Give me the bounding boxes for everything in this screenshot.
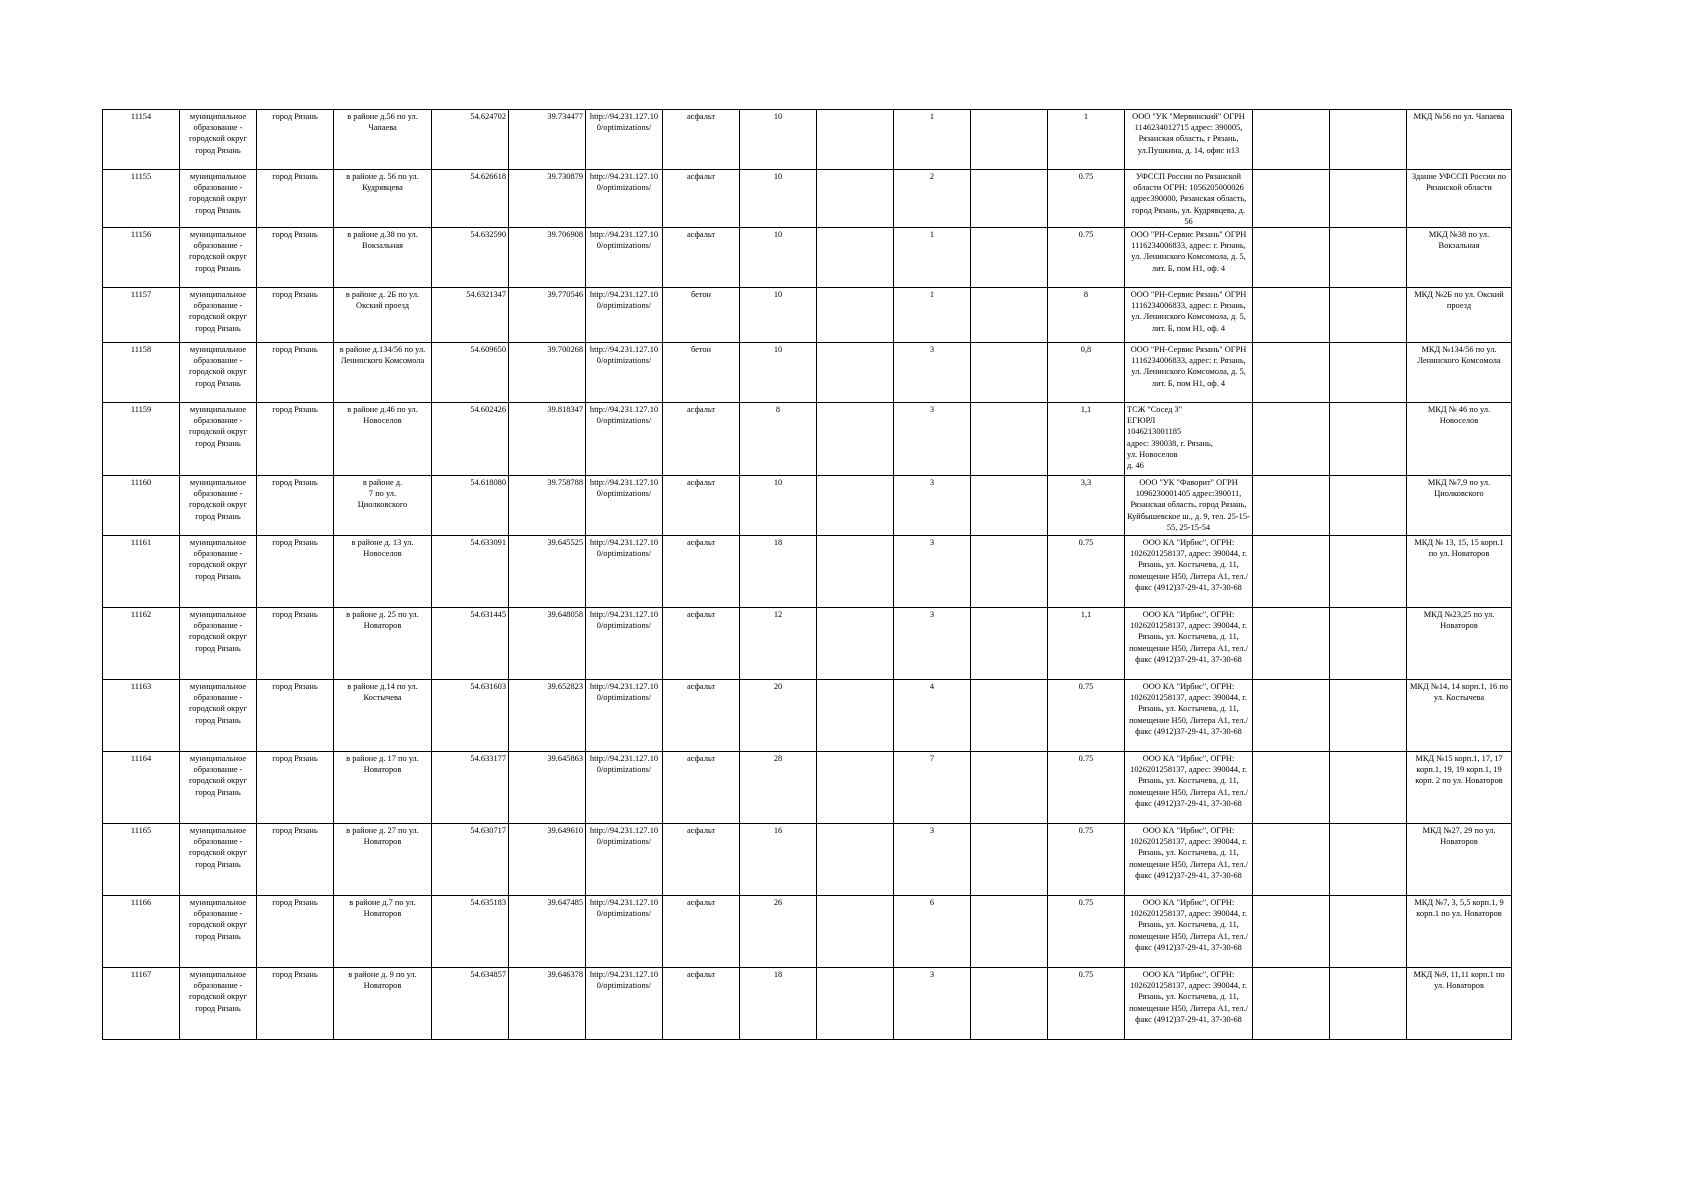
cell-col16 (1330, 536, 1407, 608)
cell-col15 (1253, 110, 1330, 170)
cell-latitude: 54.633091 (432, 536, 509, 608)
cell-container-count: 3 (894, 824, 971, 896)
cell-col12 (971, 824, 1048, 896)
cell-col16 (1330, 680, 1407, 752)
cell-municipality: муниципальное образование - городской округ город Рязань (180, 403, 257, 476)
cell-container-count: 2 (894, 170, 971, 228)
cell-container-count: 4 (894, 680, 971, 752)
cell-waste-source: МКД № 13, 15, 15 корп.1 по ул. Новаторов (1407, 536, 1512, 608)
cell-city: город Рязань (257, 680, 334, 752)
cell-latitude: 54.618080 (432, 476, 509, 536)
table-row (103, 608, 1512, 680)
cell-location: в районе д.38 по ул. Вокзальная (334, 228, 432, 288)
cell-area: 10 (740, 476, 817, 536)
cell-id: 11166 (103, 896, 180, 968)
cell-col16 (1330, 228, 1407, 288)
cell-surface: асфальт (663, 680, 740, 752)
cell-container-volume: 0.75 (1048, 752, 1125, 824)
cell-area: 12 (740, 608, 817, 680)
cell-col10 (817, 110, 894, 170)
cell-col12 (971, 968, 1048, 1040)
cell-longitude: 39.706908 (509, 228, 586, 288)
cell-longitude: 39.818347 (509, 403, 586, 476)
registry-table (102, 109, 1512, 1040)
cell-longitude: 39.648058 (509, 608, 586, 680)
cell-latitude: 54.633177 (432, 752, 509, 824)
cell-longitude: 39.770546 (509, 288, 586, 343)
cell-col10 (817, 752, 894, 824)
cell-city: город Рязань (257, 824, 334, 896)
cell-waste-source: МКД №134/56 по ул. Ленинского Комсомола (1407, 343, 1512, 403)
table-row (103, 476, 1512, 536)
cell-owner: УФССП России по Рязанской области ОГРН: 1056205000026 адрес390000, Рязанская область, город Рязань, ул. Кудрявцева, д. 56 (1125, 170, 1253, 228)
table-row (103, 288, 1512, 343)
cell-owner: ООО КА "Ирбис", ОГРН: 1026201258137, адрес: 390044, г. Рязань, ул. Костычева, д. 11, помещение Н50, Литера А1, тел./факс (4912)37-29-41, 37-30-68 (1125, 536, 1253, 608)
cell-container-count: 1 (894, 110, 971, 170)
cell-link: http://94.231.127.10 0/optimizations/ (586, 403, 663, 476)
cell-city: город Рязань (257, 288, 334, 343)
cell-col16 (1330, 476, 1407, 536)
cell-area: 8 (740, 403, 817, 476)
cell-owner: ООО КА "Ирбис", ОГРН: 1026201258137, адрес: 390044, г. Рязань, ул. Костычева, д. 11, помещение Н50, Литера А1, тел./факс (4912)37-29-41, 37-30-68 (1125, 896, 1253, 968)
cell-link: http://94.231.127.10 0/optimizations/ (586, 170, 663, 228)
cell-location: в районе д.7 по ул. Новаторов (334, 896, 432, 968)
cell-col10 (817, 824, 894, 896)
cell-container-count: 3 (894, 476, 971, 536)
cell-location: в районе д. 27 по ул. Новаторов (334, 824, 432, 896)
cell-link: http://94.231.127.10 0/optimizations/ (586, 536, 663, 608)
cell-link: http://94.231.127.10 0/optimizations/ (586, 288, 663, 343)
cell-area: 28 (740, 752, 817, 824)
cell-col10 (817, 608, 894, 680)
cell-municipality: муниципальное образование - городской округ город Рязань (180, 170, 257, 228)
cell-waste-source: МКД №7, 3, 5,5 корп.1, 9 корп.1 по ул. Новаторов (1407, 896, 1512, 968)
cell-link: http://94.231.127.10 0/optimizations/ (586, 896, 663, 968)
cell-link: http://94.231.127.10 0/optimizations/ (586, 110, 663, 170)
cell-container-count: 6 (894, 896, 971, 968)
cell-area: 20 (740, 680, 817, 752)
table-row (103, 228, 1512, 288)
cell-location: в районе д.46 по ул. Новоселов (334, 403, 432, 476)
cell-id: 11165 (103, 824, 180, 896)
cell-id: 11163 (103, 680, 180, 752)
cell-owner: ООО КА "Ирбис", ОГРН: 1026201258137, адрес: 390044, г. Рязань, ул. Костычева, д. 11, помещение Н50, Литера А1, тел./факс (4912)37-29-41, 37-30-68 (1125, 968, 1253, 1040)
cell-owner: ООО "РН-Сервис Рязань" ОГРН 1116234006833, адрес: г. Рязань, ул. Ленинского Комсомола, д. 5, лит. Б, пом Н1, оф. 4 (1125, 228, 1253, 288)
cell-col12 (971, 170, 1048, 228)
cell-longitude: 39.700268 (509, 343, 586, 403)
cell-container-volume: 3,3 (1048, 476, 1125, 536)
cell-owner: ТСЖ "Сосед 3" ЕГЮРЛ 1046213001185 адрес: 390038, г. Рязань, ул. Новоселов д. 46 (1125, 403, 1253, 476)
cell-col10 (817, 170, 894, 228)
cell-surface: асфальт (663, 110, 740, 170)
table-body (103, 110, 1512, 1040)
cell-col16 (1330, 403, 1407, 476)
cell-area: 10 (740, 343, 817, 403)
cell-link: http://94.231.127.10 0/optimizations/ (586, 343, 663, 403)
cell-container-count: 3 (894, 343, 971, 403)
cell-id: 11157 (103, 288, 180, 343)
cell-id: 11154 (103, 110, 180, 170)
cell-area: 10 (740, 110, 817, 170)
cell-latitude: 54.6321347 (432, 288, 509, 343)
cell-container-volume: 0.75 (1048, 170, 1125, 228)
cell-municipality: муниципальное образование - городской округ город Рязань (180, 896, 257, 968)
cell-area: 10 (740, 170, 817, 228)
cell-link: http://94.231.127.10 0/optimizations/ (586, 228, 663, 288)
cell-latitude: 54.635183 (432, 896, 509, 968)
cell-surface: асфальт (663, 608, 740, 680)
cell-container-count: 3 (894, 608, 971, 680)
cell-location: в районе д. 7 по ул. Циолковского (334, 476, 432, 536)
cell-col12 (971, 228, 1048, 288)
cell-city: город Рязань (257, 608, 334, 680)
cell-col15 (1253, 680, 1330, 752)
cell-container-volume: 1,1 (1048, 403, 1125, 476)
cell-container-volume: 0.75 (1048, 896, 1125, 968)
cell-waste-source: МКД №15 корп.1, 17, 17 корп.1, 19, 19 корп.1, 19 корп. 2 по ул. Новаторов (1407, 752, 1512, 824)
cell-col12 (971, 476, 1048, 536)
cell-waste-source: Здание УФССП России по Рязанской области (1407, 170, 1512, 228)
cell-container-count: 7 (894, 752, 971, 824)
cell-col10 (817, 403, 894, 476)
cell-col15 (1253, 824, 1330, 896)
table-row (103, 343, 1512, 403)
cell-id: 11167 (103, 968, 180, 1040)
cell-owner: ООО КА "Ирбис", ОГРН: 1026201258137, адрес: 390044, г. Рязань, ул. Костычева, д. 11, помещение Н50, Литера А1, тел./факс (4912)37-29-41, 37-30-68 (1125, 752, 1253, 824)
cell-col12 (971, 608, 1048, 680)
cell-container-volume: 8 (1048, 288, 1125, 343)
cell-waste-source: МКД №56 по ул. Чапаева (1407, 110, 1512, 170)
registry-sheet (102, 109, 1512, 1040)
cell-municipality: муниципальное образование - городской округ город Рязань (180, 608, 257, 680)
cell-latitude: 54.626618 (432, 170, 509, 228)
cell-link: http://94.231.127.10 0/optimizations/ (586, 476, 663, 536)
cell-link: http://94.231.127.10 0/optimizations/ (586, 608, 663, 680)
table-row (103, 752, 1512, 824)
cell-link: http://94.231.127.10 0/optimizations/ (586, 968, 663, 1040)
cell-container-volume: 0.75 (1048, 968, 1125, 1040)
cell-city: город Рязань (257, 536, 334, 608)
cell-id: 11161 (103, 536, 180, 608)
table-row (103, 968, 1512, 1040)
cell-surface: асфальт (663, 403, 740, 476)
cell-latitude: 54.609650 (432, 343, 509, 403)
cell-container-count: 3 (894, 968, 971, 1040)
cell-municipality: муниципальное образование - городской округ город Рязань (180, 343, 257, 403)
cell-surface: асфальт (663, 536, 740, 608)
cell-col15 (1253, 752, 1330, 824)
cell-col10 (817, 680, 894, 752)
cell-city: город Рязань (257, 228, 334, 288)
cell-location: в районе д. 9 по ул. Новаторов (334, 968, 432, 1040)
cell-surface: асфальт (663, 170, 740, 228)
cell-col12 (971, 896, 1048, 968)
cell-col16 (1330, 896, 1407, 968)
cell-owner: ООО "РН-Сервис Рязань" ОГРН 1116234006833, адрес: г. Рязань, ул. Ленинского Комсомола, д. 5, лит. Б, пом Н1, оф. 4 (1125, 343, 1253, 403)
table-row (103, 536, 1512, 608)
cell-container-count: 1 (894, 288, 971, 343)
cell-col12 (971, 343, 1048, 403)
cell-surface: асфальт (663, 896, 740, 968)
cell-col15 (1253, 403, 1330, 476)
cell-col12 (971, 288, 1048, 343)
cell-area: 26 (740, 896, 817, 968)
cell-waste-source: МКД №14, 14 корп.1, 16 по ул. Костычева (1407, 680, 1512, 752)
cell-waste-source: МКД № 46 по ул. Новоселов (1407, 403, 1512, 476)
cell-city: город Рязань (257, 968, 334, 1040)
cell-location: в районе д.134/56 по ул. Ленинского Комсомола (334, 343, 432, 403)
cell-id: 11156 (103, 228, 180, 288)
cell-latitude: 54.624702 (432, 110, 509, 170)
cell-id: 11155 (103, 170, 180, 228)
cell-col10 (817, 476, 894, 536)
cell-waste-source: МКД №27, 29 по ул. Новаторов (1407, 824, 1512, 896)
cell-location: в районе д. 17 по ул. Новаторов (334, 752, 432, 824)
cell-longitude: 39.646378 (509, 968, 586, 1040)
cell-container-volume: 1 (1048, 110, 1125, 170)
cell-owner: ООО "УК "Мервинский" ОГРН 1146234012715 адрес: 390005, Рязанская область, г Рязань, ул.Пушкина, д. 14, офис н13 (1125, 110, 1253, 170)
table-row (103, 896, 1512, 968)
cell-waste-source: МКД №2Б по ул. Окский проезд (1407, 288, 1512, 343)
cell-surface: асфальт (663, 476, 740, 536)
cell-container-volume: 0.75 (1048, 228, 1125, 288)
cell-location: в районе д. 25 по ул. Новаторов (334, 608, 432, 680)
cell-city: город Рязань (257, 896, 334, 968)
cell-col16 (1330, 288, 1407, 343)
cell-container-count: 3 (894, 536, 971, 608)
cell-longitude: 39.652823 (509, 680, 586, 752)
cell-col15 (1253, 170, 1330, 228)
cell-id: 11159 (103, 403, 180, 476)
cell-area: 16 (740, 824, 817, 896)
cell-link: http://94.231.127.10 0/optimizations/ (586, 824, 663, 896)
cell-latitude: 54.632590 (432, 228, 509, 288)
cell-area: 18 (740, 536, 817, 608)
cell-col12 (971, 680, 1048, 752)
cell-owner: ООО КА "Ирбис", ОГРН: 1026201258137, адрес: 390044, г. Рязань, ул. Костычева, д. 11, помещение Н50, Литера А1, тел./факс (4912)37-29-41, 37-30-68 (1125, 608, 1253, 680)
cell-location: в районе д.14 по ул. Костычева (334, 680, 432, 752)
cell-municipality: муниципальное образование - городской округ город Рязань (180, 752, 257, 824)
cell-col10 (817, 343, 894, 403)
cell-col10 (817, 536, 894, 608)
cell-location: в районе д. 56 по ул. Кудрявцева (334, 170, 432, 228)
cell-container-count: 3 (894, 403, 971, 476)
cell-col10 (817, 968, 894, 1040)
table-row (103, 824, 1512, 896)
table-row (103, 403, 1512, 476)
cell-municipality: муниципальное образование - городской округ город Рязань (180, 228, 257, 288)
cell-waste-source: МКД №23,25 по ул. Новаторов (1407, 608, 1512, 680)
cell-col16 (1330, 968, 1407, 1040)
cell-container-volume: 0.75 (1048, 680, 1125, 752)
cell-surface: асфальт (663, 752, 740, 824)
cell-city: город Рязань (257, 170, 334, 228)
cell-municipality: муниципальное образование - городской округ город Рязань (180, 536, 257, 608)
cell-location: в районе д. 13 ул. Новоселов (334, 536, 432, 608)
cell-latitude: 54.631445 (432, 608, 509, 680)
cell-city: город Рязань (257, 110, 334, 170)
cell-surface: бетон (663, 343, 740, 403)
cell-col15 (1253, 228, 1330, 288)
cell-longitude: 39.647485 (509, 896, 586, 968)
cell-longitude: 39.645863 (509, 752, 586, 824)
cell-container-volume: 1,1 (1048, 608, 1125, 680)
cell-latitude: 54.630717 (432, 824, 509, 896)
cell-longitude: 39.649610 (509, 824, 586, 896)
cell-area: 10 (740, 288, 817, 343)
cell-container-volume: 0.75 (1048, 536, 1125, 608)
cell-col15 (1253, 968, 1330, 1040)
cell-id: 11164 (103, 752, 180, 824)
cell-col12 (971, 536, 1048, 608)
cell-col10 (817, 288, 894, 343)
cell-municipality: муниципальное образование - городской округ город Рязань (180, 968, 257, 1040)
cell-col16 (1330, 824, 1407, 896)
table-row (103, 680, 1512, 752)
cell-col12 (971, 752, 1048, 824)
cell-container-volume: 0.75 (1048, 824, 1125, 896)
cell-area: 10 (740, 228, 817, 288)
cell-municipality: муниципальное образование - городской округ город Рязань (180, 288, 257, 343)
cell-city: город Рязань (257, 403, 334, 476)
cell-area: 18 (740, 968, 817, 1040)
cell-location: в районе д.56 по ул. Чапаева (334, 110, 432, 170)
cell-municipality: муниципальное образование - городской округ город Рязань (180, 110, 257, 170)
cell-col15 (1253, 288, 1330, 343)
cell-id: 11158 (103, 343, 180, 403)
cell-col15 (1253, 536, 1330, 608)
cell-owner: ООО КА "Ирбис", ОГРН: 1026201258137, адрес: 390044, г. Рязань, ул. Костычева, д. 11, помещение Н50, Литера А1, тел./факс (4912)37-29-41, 37-30-68 (1125, 824, 1253, 896)
cell-surface: бетон (663, 288, 740, 343)
cell-waste-source: МКД №9, 11,11 корп.1 по ул. Новаторов (1407, 968, 1512, 1040)
cell-owner: ООО КА "Ирбис", ОГРН: 1026201258137, адрес: 390044, г. Рязань, ул. Костычева, д. 11, помещение Н50, Литера А1, тел./факс (4912)37-29-41, 37-30-68 (1125, 680, 1253, 752)
cell-longitude: 39.730879 (509, 170, 586, 228)
cell-col10 (817, 896, 894, 968)
cell-latitude: 54.631603 (432, 680, 509, 752)
cell-latitude: 54.634857 (432, 968, 509, 1040)
cell-col10 (817, 228, 894, 288)
cell-location: в районе д. 2Б по ул. Окский проезд (334, 288, 432, 343)
cell-container-count: 1 (894, 228, 971, 288)
cell-municipality: муниципальное образование - городской округ город Рязань (180, 476, 257, 536)
cell-col16 (1330, 752, 1407, 824)
cell-surface: асфальт (663, 968, 740, 1040)
table-row (103, 170, 1512, 228)
cell-col16 (1330, 110, 1407, 170)
cell-city: город Рязань (257, 476, 334, 536)
cell-city: город Рязань (257, 343, 334, 403)
cell-latitude: 54.602426 (432, 403, 509, 476)
cell-id: 11160 (103, 476, 180, 536)
cell-col12 (971, 110, 1048, 170)
cell-col16 (1330, 608, 1407, 680)
cell-city: город Рязань (257, 752, 334, 824)
cell-link: http://94.231.127.10 0/optimizations/ (586, 752, 663, 824)
cell-longitude: 39.645525 (509, 536, 586, 608)
cell-link: http://94.231.127.10 0/optimizations/ (586, 680, 663, 752)
cell-surface: асфальт (663, 824, 740, 896)
cell-waste-source: МКД №7,9 по ул. Циолковского (1407, 476, 1512, 536)
table-row (103, 110, 1512, 170)
cell-owner: ООО "РН-Сервис Рязань" ОГРН 1116234006833, адрес: г. Рязань, ул. Ленинского Комсомола, д. 5, лит. Б, пом Н1, оф. 4 (1125, 288, 1253, 343)
cell-longitude: 39.758788 (509, 476, 586, 536)
cell-municipality: муниципальное образование - городской округ город Рязань (180, 824, 257, 896)
cell-col15 (1253, 343, 1330, 403)
cell-owner: ООО "УК "Фаворит" ОГРН 1096230001405 адрес:390011, Рязанская область, город Рязань, Куйбышевское ш., д. 9, тел. 25-15-55, 25-15-54 (1125, 476, 1253, 536)
cell-waste-source: МКД №38 по ул. Вокзальная (1407, 228, 1512, 288)
cell-col15 (1253, 476, 1330, 536)
cell-surface: асфальт (663, 228, 740, 288)
cell-col12 (971, 403, 1048, 476)
cell-col15 (1253, 608, 1330, 680)
cell-col16 (1330, 170, 1407, 228)
cell-container-volume: 0,8 (1048, 343, 1125, 403)
cell-col16 (1330, 343, 1407, 403)
cell-municipality: муниципальное образование - городской округ город Рязань (180, 680, 257, 752)
cell-col15 (1253, 896, 1330, 968)
cell-longitude: 39.734477 (509, 110, 586, 170)
cell-id: 11162 (103, 608, 180, 680)
